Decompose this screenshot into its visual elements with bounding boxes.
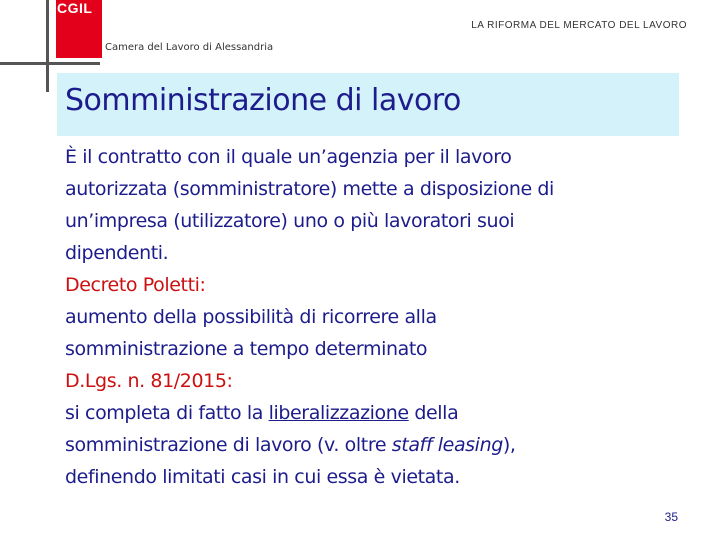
decorative-horizontal-line [0,62,100,65]
dlgs-text: della [408,402,459,424]
slide-title: Somministrazione di lavoro [65,83,461,118]
dlgs-text: si completa di fatto la [65,402,269,424]
title-band [57,73,679,136]
dlgs-line [65,397,705,429]
dlgs-line: definendo limitati casi in cui essa è vietata. [65,466,460,488]
definition-line: autorizzata (somministratore) mette a disposizione di [65,178,554,200]
dlgs-heading: D.Lgs. n. 81/2015: [65,370,233,392]
liberalizzazione-underlined: liberalizzazione [268,402,409,424]
dlgs-text: ), [502,434,516,456]
decorative-vertical-line [46,0,49,92]
section-header: LA RIFORMA DEL MERCATO DEL LAVORO [471,20,687,31]
dlgs-text: somministrazione di lavoro (v. oltre [65,434,392,456]
definition-line: dipendenti. [65,242,169,264]
cgil-logo-text: CGIL [57,0,93,16]
poletti-line: somministrazione a tempo determinato [65,338,428,360]
dlgs-line [65,429,705,461]
staff-leasing-italic: staff leasing [391,434,503,456]
definition-line: un’impresa (utilizzatore) uno o più lavoratori suoi [65,210,515,232]
organization-name: Camera del Lavoro di Alessandria [105,42,274,53]
slide-body [65,141,705,493]
page-number: 35 [664,510,678,524]
definition-line: È il contratto con il quale un’agenzia per il lavoro [65,146,512,168]
poletti-line: aumento della possibilità di ricorrere alla [65,306,437,328]
poletti-heading: Decreto Poletti: [65,274,206,296]
